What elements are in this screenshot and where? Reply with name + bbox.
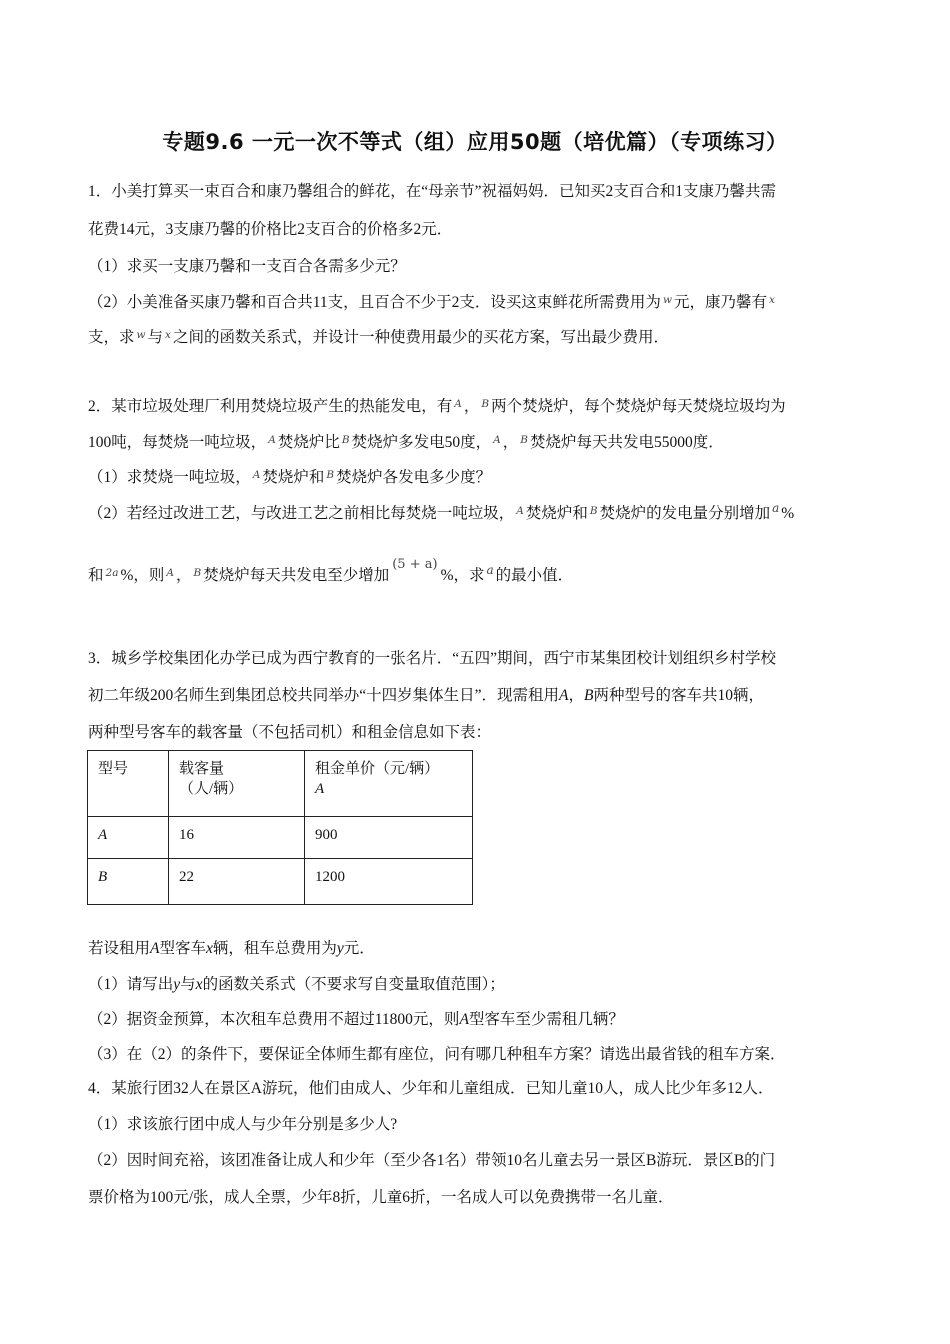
var-x: x xyxy=(768,294,775,306)
cell-rent: 900 xyxy=(305,817,473,859)
table-header-row xyxy=(88,751,473,817)
q2-line-2e: 焚烧炉每天共发电55000度． xyxy=(529,434,724,451)
q2-line-5f: 的最小值． xyxy=(495,567,574,584)
q3-line-6b: 型客车至少需租几辆？ xyxy=(468,1011,624,1028)
var-B: B xyxy=(589,505,598,517)
q2-line-4c: 焚烧炉的发电量分别增加 xyxy=(599,505,771,522)
q2-line-1a: 2．某市垃圾处理厂利用焚烧垃圾产生的热能发电，有 xyxy=(88,398,453,415)
q2-line-3b: 焚烧炉和 xyxy=(262,469,325,486)
var-A: A xyxy=(252,469,261,481)
table-row xyxy=(88,859,473,905)
q2-line-5b: %，则 xyxy=(120,567,165,584)
var-B: B xyxy=(326,469,335,481)
q2-line-4a: （2）若经过改进工艺，与改进工艺之前相比每焚烧一吨垃圾， xyxy=(88,505,515,522)
q4-line-4: 票价格为100元/张，成人全票，少年8折，儿童6折，一名成人可以免费携带一名儿童． xyxy=(88,1189,674,1206)
var-B: B xyxy=(341,434,350,446)
var-a: a xyxy=(486,563,494,577)
cell-capacity: 16 xyxy=(169,817,305,859)
q3-line-2a: 初二年级200名师生到集团总校共同举办“十四岁集体生日”．现需租用 xyxy=(88,687,560,704)
var-A: A xyxy=(166,567,174,579)
header-rent xyxy=(305,751,473,817)
q2-line-5 xyxy=(88,557,868,588)
expr-5-plus-a: (5 + a) xyxy=(392,557,438,572)
header-type-text: 型号 xyxy=(98,761,129,777)
q4-line-3: （2）因时间充裕，该团准备让成人和少年（至少各1名）带领10名儿童去另一景区B游玩．景区B的门 xyxy=(88,1152,776,1169)
q1-line-5b: 与 xyxy=(147,329,164,346)
q3-line-1: 3．城乡学校集团化办学已成为西宁教育的一张名片．“五四”期间，西宁市某集团校计划组织乡村学校 xyxy=(88,650,777,667)
q3-line-4d: 元． xyxy=(343,940,375,957)
q2-line-5c: ， xyxy=(175,567,192,584)
header-capacity-text: 载客量 xyxy=(179,761,225,777)
q3-line-7: （3）在（2）的条件下，要保证全体师生都有座位，问有哪几种租车方案？请选出最省钱的租车方案． xyxy=(88,1046,786,1063)
q3-line-4c: 辆，租车总费用为 xyxy=(212,940,337,957)
q1-line-5a: 支，求 xyxy=(88,329,135,346)
q3-line-2 xyxy=(88,685,868,707)
q3-line-4 xyxy=(88,938,868,960)
q1-line-4a: （2）小美准备买康乃馨和百合共11支，且百合不少于2支．设买这束鲜花所需费用为 xyxy=(88,294,661,311)
q3-line-2b: ， xyxy=(568,687,584,704)
var-A: A xyxy=(454,398,462,410)
var-A: A xyxy=(268,434,276,446)
q2-line-4 xyxy=(88,503,868,526)
cell-capacity: 22 xyxy=(169,859,305,905)
var-A: A xyxy=(516,505,524,517)
var-A: A xyxy=(493,434,501,446)
q2-line-1c: 两个焚烧炉，每个焚烧炉每天焚烧垃圾均为 xyxy=(491,398,786,415)
header-rent-text: 租金单价（元/辆） xyxy=(315,761,440,777)
var-A: A xyxy=(150,940,160,957)
q1-line-3: （1）求买一支康乃馨和一支百合各需多少元？ xyxy=(88,258,406,275)
q2-line-2b: 焚烧炉比 xyxy=(277,434,340,451)
q3-line-6a: （2）据资金预算，本次租车总费用不超过11800元，则 xyxy=(88,1011,460,1028)
table-row xyxy=(88,817,473,859)
q2-line-5d: 焚烧炉每天共发电至少增加 xyxy=(203,567,390,584)
q3-line-4b: 型客车 xyxy=(159,940,206,957)
q1-line-2: 花费14元，3支康乃馨的价格比2支百合的价格多2元． xyxy=(88,221,453,238)
var-x: x xyxy=(195,976,203,993)
q3-line-6 xyxy=(88,1009,868,1031)
q2-line-5a: 和 xyxy=(88,567,104,584)
q4-line-2: （1）求该旅行团中成人与少年分别是多少人? xyxy=(88,1116,398,1133)
var-B: B xyxy=(481,398,490,410)
q2-line-1 xyxy=(88,396,868,419)
var-w: w xyxy=(136,329,146,341)
var-y: y xyxy=(336,940,344,957)
q2-line-3a: （1）求焚烧一吨垃圾， xyxy=(88,469,251,486)
document-title: 专题9.6 一元一次不等式（组）应用50题（培优篇）（专项练习） xyxy=(162,130,788,154)
q2-line-5e: %，求 xyxy=(440,567,485,584)
q2-line-4b: 焚烧炉和 xyxy=(525,505,588,522)
cell-type: B xyxy=(88,859,169,905)
q3-line-5 xyxy=(88,974,868,996)
q2-line-4d: % xyxy=(781,505,795,522)
q4-line-1: 4．某旅行团32人在景区A游玩，他们由成人、少年和儿童组成．已知儿童10人，成人比少年多12人． xyxy=(88,1080,774,1097)
var-a: a xyxy=(772,501,780,515)
var-w: w xyxy=(662,294,672,306)
cell-type: A xyxy=(88,817,169,859)
q3-line-5c: 的函数关系式（不要求写自变量取值范围）； xyxy=(202,976,505,993)
q2-line-2c: 焚烧炉多发电50度， xyxy=(351,434,492,451)
q2-line-3c: 焚烧炉各发电多少度？ xyxy=(336,469,492,486)
rental-table xyxy=(87,750,473,905)
q3-line-5a: （1）请写出 xyxy=(88,976,174,993)
var-2a: 2a xyxy=(105,567,119,579)
q1-line-5 xyxy=(88,327,868,350)
var-x: x xyxy=(206,940,213,957)
q2-line-2 xyxy=(88,432,868,455)
cell-rent: 1200 xyxy=(305,859,473,905)
q1-line-4 xyxy=(88,292,868,315)
q3-line-2c: 两种型号的客车共10辆， xyxy=(593,687,764,704)
var-B: B xyxy=(520,434,528,446)
q3-line-4a: 若设租用 xyxy=(88,940,151,957)
var-x: x xyxy=(165,329,171,341)
q2-line-2a: 100吨，每焚烧一吨垃圾， xyxy=(88,434,267,451)
q2-line-1b: ， xyxy=(463,398,480,415)
q1-line-1: 1．小美打算买一束百合和康乃馨组合的鲜花，在“母亲节”祝福妈妈．已知买2支百合和1支康乃馨共需 xyxy=(88,183,777,200)
header-capacity xyxy=(169,751,305,817)
q3-line-3: 两种型号客车的载客量（不包括司机）和租金信息如下表： xyxy=(88,724,492,741)
q2-line-3 xyxy=(88,467,868,490)
var-A: A xyxy=(559,687,569,704)
header-capacity-unit: （人/辆） xyxy=(179,781,244,797)
header-type xyxy=(88,751,169,817)
var-A: A xyxy=(459,1011,469,1028)
header-rent-sub: A xyxy=(315,781,325,797)
var-B: B xyxy=(193,567,202,579)
q1-line-4b: 元，康乃馨有 xyxy=(673,294,767,311)
var-B: B xyxy=(584,687,594,704)
q2-line-2d: ， xyxy=(502,434,519,451)
var-y: y xyxy=(173,976,181,993)
q3-line-5b: 与 xyxy=(180,976,196,993)
q1-line-5c: 之间的函数关系式，并设计一种使费用最少的买花方案，写出最少费用． xyxy=(172,329,669,346)
